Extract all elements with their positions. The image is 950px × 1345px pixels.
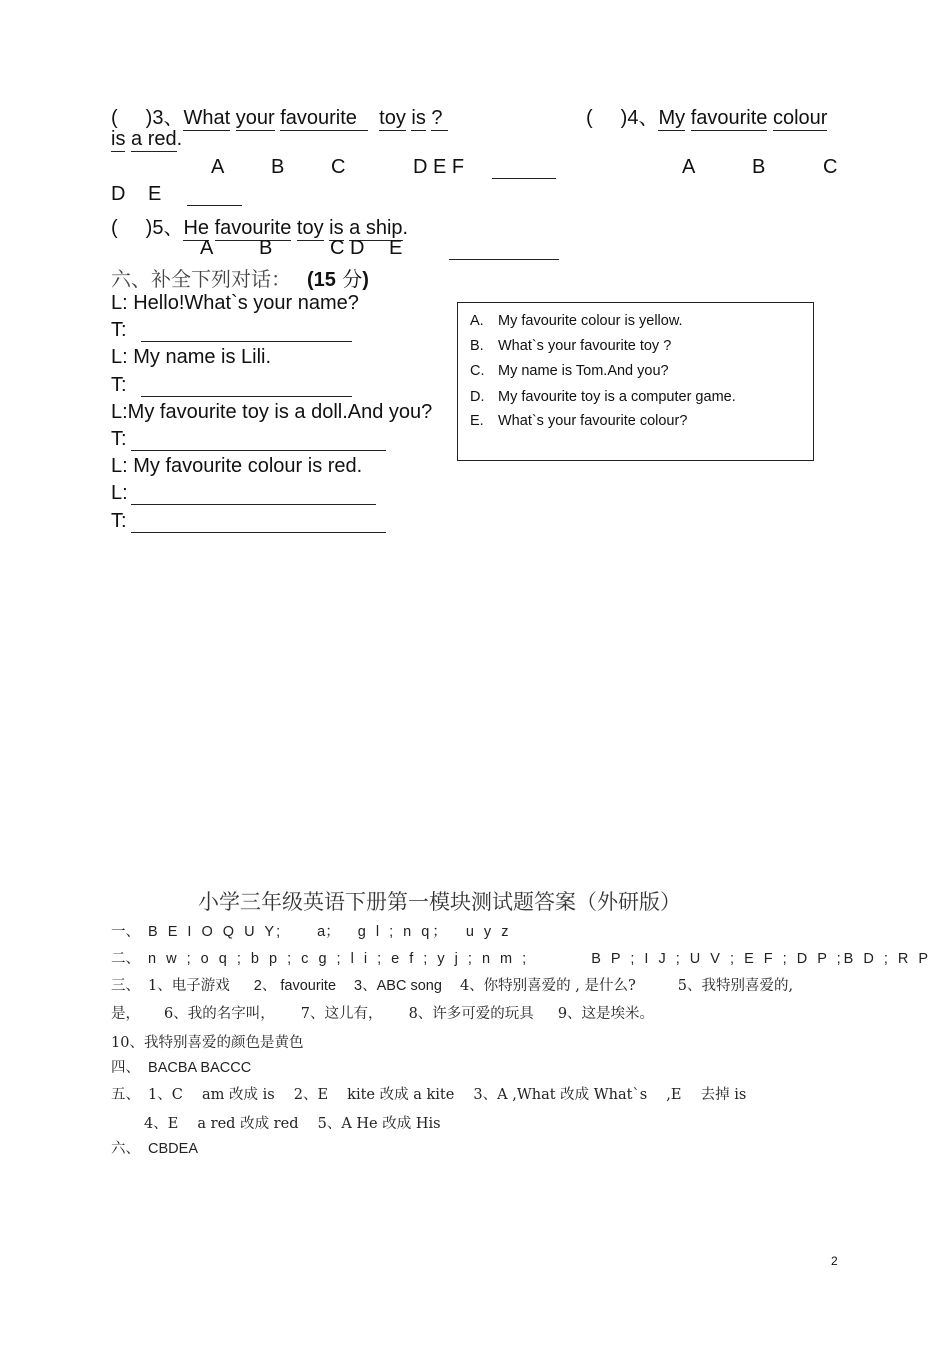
dialogue-blank-4[interactable] bbox=[141, 376, 352, 397]
question-4 bbox=[586, 101, 827, 130]
q3-letter-b: B bbox=[271, 156, 285, 178]
q4-letter-c: C bbox=[823, 156, 838, 178]
dialogue-line-2: T: bbox=[111, 319, 127, 341]
word: ? bbox=[431, 107, 443, 129]
question-number: )4、 bbox=[620, 107, 659, 129]
dialogue-blank-8[interactable] bbox=[131, 484, 376, 505]
q3-letter-c: C bbox=[331, 156, 346, 178]
q3-letter-def: D E F bbox=[413, 156, 465, 178]
option-c: C. My name is Tom.And you? bbox=[470, 363, 669, 379]
question-number: )5、 bbox=[145, 217, 184, 239]
word: He bbox=[183, 217, 210, 239]
q3-answer-blank[interactable] bbox=[492, 158, 556, 179]
q5-letter-e: E bbox=[389, 237, 403, 259]
q4-letter-e: E bbox=[148, 183, 162, 205]
q4-letter-d: D bbox=[111, 183, 126, 205]
dialogue-line-3: L: My name is Lili. bbox=[111, 346, 272, 368]
word: a ship bbox=[349, 217, 403, 239]
answer-paren: ( bbox=[586, 107, 593, 129]
answers-title: 小学三年级英语下册第一模块测试题答案（外研版） bbox=[198, 890, 681, 914]
dialogue-line-4: T: bbox=[111, 374, 127, 396]
answer-section-3-item-10: 10、我特别喜爱的颜色是黄色 bbox=[111, 1035, 304, 1051]
dialogue-blank-2[interactable] bbox=[141, 321, 352, 342]
word: favourite bbox=[280, 107, 357, 129]
dialogue-line-7: L: My favourite colour is red. bbox=[111, 455, 363, 477]
word: is bbox=[329, 217, 344, 239]
q4-letter-b: B bbox=[752, 156, 766, 178]
answer-paren: ( bbox=[111, 217, 118, 239]
q5-letter-b: B bbox=[259, 237, 273, 259]
question-number: )3、 bbox=[145, 107, 184, 129]
question-4-continued: is a red. bbox=[111, 128, 183, 150]
q4-letter-a: A bbox=[682, 156, 696, 178]
dialogue-line-9: T: bbox=[111, 510, 127, 532]
word: your bbox=[235, 107, 275, 129]
option-e: E. What`s your favourite colour? bbox=[470, 413, 688, 429]
question-5: ( )5、He favourite toy is a ship. bbox=[111, 217, 409, 239]
option-a: A. My favourite colour is yellow. bbox=[470, 313, 683, 329]
word: colour bbox=[772, 107, 828, 129]
q3-letter-a: A bbox=[211, 156, 225, 178]
dialogue-line-8: L: bbox=[111, 482, 128, 504]
answer-section-4: 四、 BACBA BACCC bbox=[111, 1060, 252, 1076]
options-box bbox=[457, 302, 814, 461]
dialogue-blank-6[interactable] bbox=[131, 430, 386, 451]
answer-section-5: 五、 1、C am 改成 is 2、E kite 改成 a kite 3、A ,What 改成 What`s ,E 去掉 is bbox=[111, 1087, 747, 1103]
answer-section-6: 六、 CBDEA bbox=[111, 1141, 198, 1157]
page-number: 2 bbox=[831, 1254, 838, 1268]
option-d: D. My favourite toy is a computer game. bbox=[470, 389, 736, 405]
word: toy bbox=[296, 217, 324, 239]
dialogue-blank-9[interactable] bbox=[131, 512, 386, 533]
word: My bbox=[658, 107, 686, 129]
q5-letter-cd: C D bbox=[330, 237, 365, 259]
word: favourite bbox=[690, 107, 768, 129]
answer-section-2: 二、 n w ; o q ; b p ; c g ; l i ; e f ; y j ; n m ; B P ; I J ; U V ; E F ; D P ;B D ; R P bbox=[111, 951, 932, 967]
word: is bbox=[411, 107, 426, 129]
dialogue-line-1: L: Hello!What`s your name? bbox=[111, 292, 359, 314]
word: What bbox=[183, 107, 231, 129]
section-6-heading: 六、补全下列对话： (15 分) bbox=[111, 267, 369, 291]
word: is bbox=[111, 128, 126, 150]
q4-answer-blank[interactable] bbox=[187, 185, 242, 206]
q5-letter-a: A bbox=[200, 237, 214, 259]
word: favourite bbox=[214, 217, 292, 239]
answer-section-5-continued: 4、E a red 改成 red 5、A He 改成 His bbox=[144, 1116, 441, 1132]
q5-answer-blank[interactable] bbox=[449, 239, 559, 260]
answer-section-1: 一、 B E I O Q U Y; a； g l ; n q； u y z bbox=[111, 924, 512, 940]
word: a red bbox=[131, 128, 177, 150]
answer-paren: ( bbox=[111, 107, 118, 129]
dialogue-line-6: T: bbox=[111, 428, 127, 450]
option-b: B. What`s your favourite toy ? bbox=[470, 338, 672, 354]
word: toy bbox=[379, 107, 406, 129]
dialogue-line-5: L:My favourite toy is a doll.And you? bbox=[111, 401, 433, 423]
answer-section-3: 三、 1、电子游戏 2、 favourite 3、ABC song 4、你特别喜爱的 , 是什么? 5、我特别喜爱的, bbox=[111, 978, 794, 994]
answer-section-3-continued: 是， 6、我的名字叫， 7、这儿有， 8、许多可爱的玩具 9、这是埃米。 bbox=[111, 1006, 655, 1022]
question-3 bbox=[111, 101, 448, 130]
